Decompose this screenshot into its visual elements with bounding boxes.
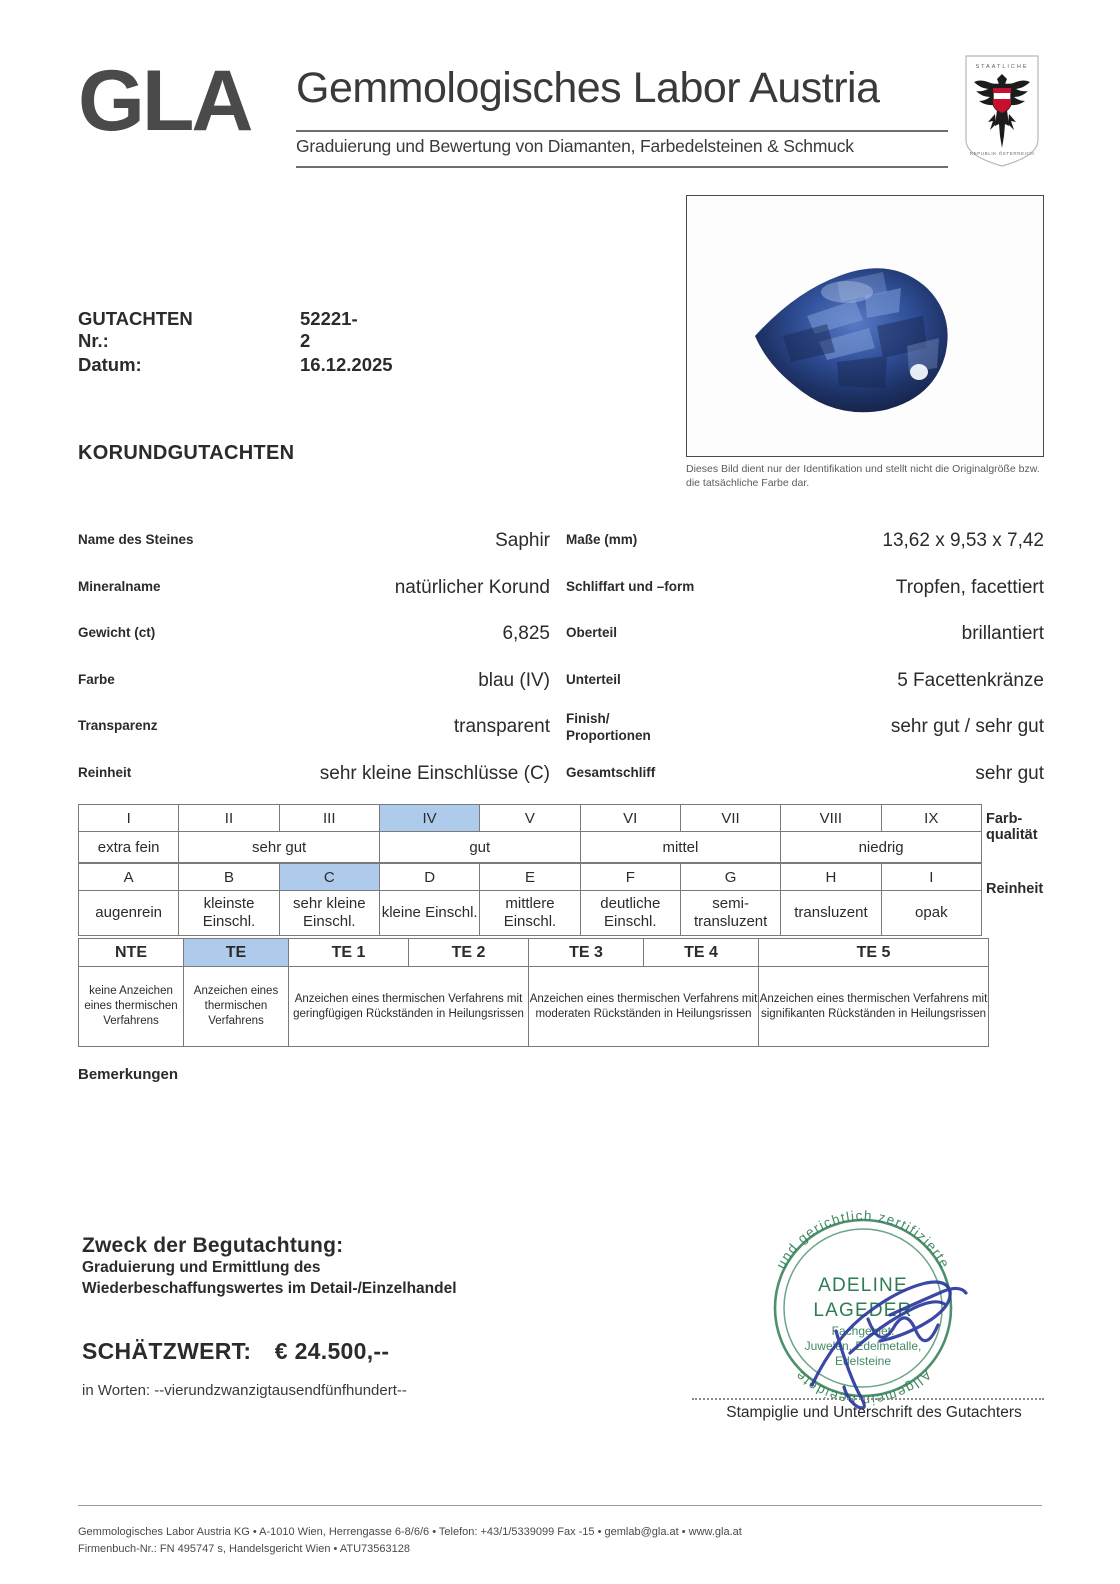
- property-value: sehr kleine Einschlüsse (C): [319, 762, 550, 784]
- color-desc-cell: sehr gut: [179, 832, 380, 863]
- clarity-desc-cell: augenrein: [79, 891, 179, 936]
- clarity-code-cell[interactable]: F: [580, 864, 680, 891]
- property-value: brillantiert: [961, 623, 1044, 644]
- treatment-code-row: [79, 939, 989, 967]
- gemstone-photo: [686, 195, 1044, 457]
- property-row: [78, 763, 550, 810]
- purpose-line-2: Wiederbeschaffungswertes im Detail-/Einzelhandel: [82, 1279, 457, 1297]
- property-label: Transparenz: [78, 718, 158, 733]
- clarity-desc-cell: deutliche Einschl.: [580, 891, 680, 936]
- clarity-desc-cell: sehr kleine Einschl.: [279, 891, 379, 936]
- treatment-desc-cell: Anzeichen eines thermischen Verfahrens mit moderaten Rückständen in Heilungsrissen: [529, 967, 759, 1047]
- color-desc-cell: extra fein: [79, 832, 179, 863]
- page-header: [78, 52, 1042, 172]
- properties-right-column: [566, 530, 1044, 809]
- austrian-eagle-emblem: [962, 52, 1042, 170]
- property-row: [566, 530, 1044, 577]
- color-code-cell[interactable]: I: [79, 805, 179, 832]
- stamp-field-line2: Edelsteine: [834, 1354, 892, 1368]
- remarks-label: Bemerkungen: [78, 1066, 179, 1083]
- certifier-stamp: [773, 1208, 953, 1408]
- property-label-line2: Proportionen: [566, 727, 651, 743]
- treatment-desc-cell: Anzeichen eines thermischen Verfahrens mit geringfügigen Rückständen in Heilungsrissen: [289, 967, 529, 1047]
- stamp-name-line2: LAGEDER: [813, 1300, 913, 1321]
- photo-disclaimer: Dieses Bild dient nur der Identifikation und stellt nicht die Originalgröße bzw. die tatsächliche Farbe dar.: [686, 463, 1040, 490]
- property-label: Name des Steines: [78, 532, 194, 547]
- clarity-desc-cell: opak: [881, 891, 981, 936]
- footer-line-2: Firmenbuch-Nr.: FN 495747 s, Handelsgericht Wien • ATU73563128: [78, 1542, 410, 1555]
- clarity-code-cell[interactable]: H: [781, 864, 881, 891]
- property-label: Unterteil: [566, 671, 621, 687]
- property-row: [78, 530, 550, 577]
- stamp-field-label: Fachgebiet:: [831, 1324, 895, 1338]
- color-desc-cell: gut: [379, 832, 580, 863]
- estimated-value-row: [82, 1338, 389, 1365]
- color-code-cell[interactable]: VIII: [781, 805, 881, 832]
- property-label: Gewicht (ct): [78, 625, 156, 640]
- clarity-desc-cell: transluzent: [781, 891, 881, 936]
- header-rule-top: [296, 130, 948, 132]
- color-quality-code-row: [79, 805, 982, 832]
- color-code-cell[interactable]: VI: [580, 805, 680, 832]
- treatment-desc-cell: keine Anzeichen eines thermischen Verfahrens: [79, 967, 184, 1047]
- treatment-code-cell-selected[interactable]: TE: [184, 939, 289, 967]
- treatment-code-cell[interactable]: TE 5: [759, 939, 989, 967]
- property-row: [566, 763, 1044, 810]
- treatment-code-cell[interactable]: TE 4: [644, 939, 759, 967]
- properties-left-column: [78, 530, 550, 809]
- clarity-side-label: Reinheit: [986, 881, 1044, 897]
- footer-divider: [78, 1505, 1042, 1506]
- clarity-table: [78, 863, 982, 936]
- gla-logo: GLA: [78, 53, 251, 149]
- purpose-line-1: Graduierung und Ermittlung des: [82, 1259, 321, 1276]
- clarity-desc-cell: semi-transluzent: [680, 891, 780, 936]
- property-value: sehr gut: [975, 762, 1044, 784]
- color-quality-desc-row: [79, 832, 982, 863]
- treatment-code-cell[interactable]: TE 2: [409, 939, 529, 967]
- footer-line-1: Gemmologisches Labor Austria KG • A-1010 Wien, Herrengasse 6-8/6/6 • Telefon: +43/1/5339099 Fax -15 • gemlab@gla.at • www.gla.at: [78, 1526, 742, 1538]
- clarity-desc-row: [79, 891, 982, 936]
- clarity-code-cell[interactable]: A: [79, 864, 179, 891]
- property-label-line1: Finish/: [566, 711, 610, 726]
- stamp-field-line1: Juwelen, Edelmetalle,: [804, 1339, 922, 1353]
- estimated-value-amount: € 24.500,--: [274, 1338, 390, 1364]
- property-label: Reinheit: [78, 764, 132, 780]
- grading-tables: [78, 804, 1044, 936]
- color-quality-side-label-line1: Farb-: [986, 811, 1023, 827]
- clarity-code-cell[interactable]: I: [881, 864, 981, 891]
- stamp-name-line1: ADELINE: [818, 1275, 908, 1296]
- property-value: Tropfen, facettiert: [895, 576, 1044, 598]
- property-row: [78, 623, 550, 670]
- estimated-value-label: SCHÄTZWERT:: [82, 1338, 252, 1364]
- treatment-code-cell[interactable]: TE 3: [529, 939, 644, 967]
- property-label: Farbe: [78, 671, 115, 687]
- property-row: [566, 623, 1044, 670]
- svg-text:Allgemein beeidete: Allgemein beeidete: [791, 1367, 935, 1409]
- clarity-code-cell[interactable]: D: [379, 864, 479, 891]
- color-code-cell[interactable]: V: [480, 805, 580, 832]
- certificate-number-label: GUTACHTEN Nr.:: [78, 308, 193, 351]
- color-code-cell[interactable]: IX: [881, 805, 982, 832]
- property-row: [566, 670, 1044, 717]
- clarity-code-cell-selected[interactable]: C: [279, 864, 379, 891]
- property-label: Mineralname: [78, 578, 161, 594]
- header-rule-bottom: [296, 166, 948, 168]
- svg-text:und gerichtlich zertifizierte: und gerichtlich zertifizierte: [773, 1207, 953, 1272]
- color-quality-table: [78, 804, 982, 863]
- property-value: blau (IV): [478, 669, 550, 691]
- treatment-desc-cell: Anzeichen eines thermischen Verfahrens mit signifikanten Rückständen in Heilungsrissen: [759, 967, 989, 1047]
- property-value: 5 Facettenkränze: [897, 669, 1044, 691]
- property-row: [78, 716, 550, 763]
- estimated-value-in-words: in Worten: --vierundzwanzigtausendfünfhundert--: [82, 1382, 407, 1399]
- clarity-code-cell[interactable]: B: [179, 864, 279, 891]
- color-quality-side-label-line2: qualität: [986, 826, 1038, 843]
- clarity-desc-cell: kleinste Einschl.: [179, 891, 279, 936]
- color-code-cell-selected[interactable]: IV: [379, 805, 479, 832]
- emblem-top-text: STAATLICHE: [975, 64, 1029, 70]
- clarity-code-row: [79, 864, 982, 891]
- property-value: transparent: [453, 716, 550, 737]
- treatment-desc-cell: Anzeichen eines thermischen Verfahrens: [184, 967, 289, 1047]
- purpose-section: [82, 1234, 457, 1300]
- property-label: [566, 711, 651, 745]
- certificate-date-value: 16.12.2025: [300, 354, 393, 375]
- treatment-code-cell[interactable]: TE 1: [289, 939, 409, 967]
- lab-title: Gemmologisches Labor Austria: [296, 64, 880, 112]
- property-label: Oberteil: [566, 625, 618, 640]
- property-row: [78, 670, 550, 717]
- footer: [78, 1524, 742, 1557]
- purpose-title: Zweck der Begutachtung:: [82, 1234, 344, 1257]
- clarity-code-cell[interactable]: G: [680, 864, 780, 891]
- property-label: Schliffart und –form: [566, 578, 695, 594]
- property-row: [566, 577, 1044, 624]
- clarity-desc-cell: kleine Einschl.: [379, 891, 479, 936]
- color-quality-side-label: [986, 812, 1038, 844]
- treatment-table: [78, 938, 989, 1047]
- property-label: Maße (mm): [566, 532, 638, 547]
- property-value: natürlicher Korund: [394, 576, 550, 598]
- emblem-bottom-text: REPUBLIK ÖSTERREICH: [969, 151, 1035, 156]
- signature-dotted-line: [692, 1398, 1044, 1400]
- color-code-cell[interactable]: VII: [680, 805, 780, 832]
- property-row: [566, 711, 1044, 763]
- clarity-code-cell[interactable]: E: [480, 864, 580, 891]
- property-value: Saphir: [495, 530, 550, 551]
- treatment-table-wrapper: [78, 938, 1044, 1047]
- lab-subtitle: Graduierung und Bewertung von Diamanten, Farbedelsteinen & Schmuck: [296, 136, 854, 156]
- color-code-cell[interactable]: III: [279, 805, 379, 832]
- color-code-cell[interactable]: II: [179, 805, 279, 832]
- signature-caption: Stampiglie und Unterschrift des Gutachters: [726, 1404, 1022, 1421]
- document-type-heading: KORUNDGUTACHTEN: [78, 442, 295, 464]
- treatment-desc-row: [79, 967, 989, 1047]
- property-row: [78, 577, 550, 624]
- property-value: 6,825: [502, 623, 550, 644]
- property-value: 13,62 x 9,53 x 7,42: [882, 530, 1044, 551]
- property-label: Gesamtschliff: [566, 764, 656, 780]
- color-desc-cell: niedrig: [781, 832, 982, 863]
- certificate-date-label: Datum:: [78, 354, 142, 375]
- stamp-and-signature: [740, 1185, 1050, 1420]
- clarity-desc-cell: mittlere Einschl.: [480, 891, 580, 936]
- color-desc-cell: mittel: [580, 832, 781, 863]
- treatment-code-cell[interactable]: NTE: [79, 939, 184, 967]
- certificate-number-value: 52221-2: [300, 308, 358, 351]
- property-value: sehr gut / sehr gut: [890, 716, 1044, 737]
